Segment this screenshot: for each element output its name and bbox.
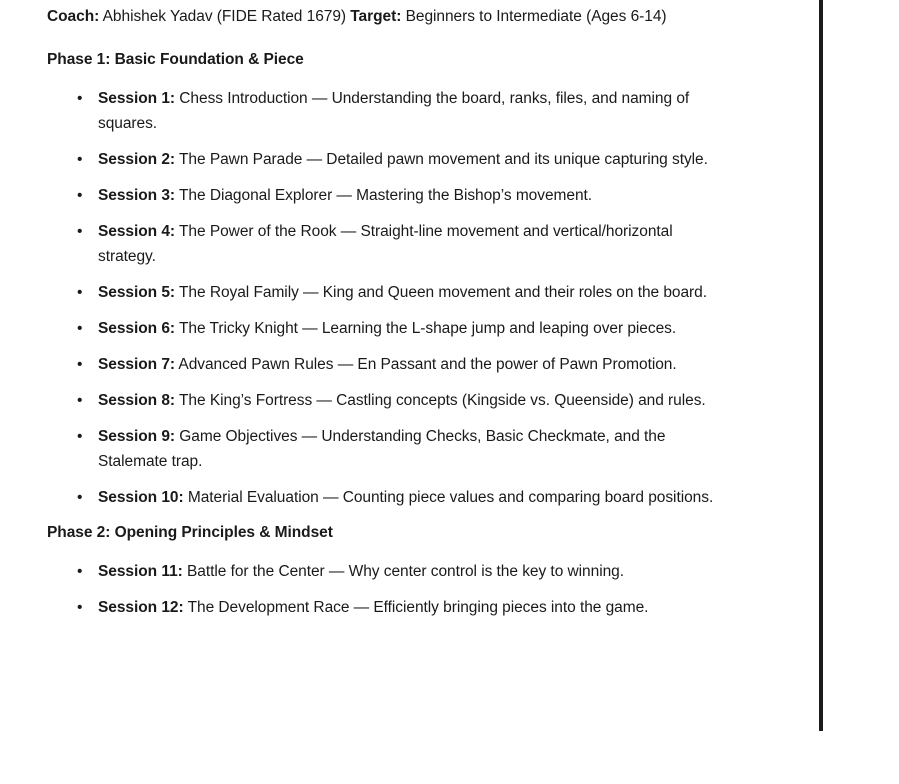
bullet-icon: •	[77, 563, 83, 580]
session-list-phase-2	[47, 559, 719, 620]
session-label: Session 1:	[98, 90, 176, 107]
session-label: Session 11:	[98, 563, 183, 580]
session-text: The Royal Family — King and Queen movement and their roles on the board.	[175, 284, 707, 301]
session-label: Session 2:	[98, 151, 176, 168]
session-label: Session 7:	[98, 356, 176, 373]
session-label: Session 8:	[98, 392, 176, 409]
session-text: Game Objectives — Understanding Checks, Basic Checkmate, and the Stalemate trap.	[98, 428, 666, 470]
session-text: The Development Race — Efficiently bringing pieces into the game.	[183, 599, 649, 616]
session-text: Battle for the Center — Why center control is the key to winning.	[182, 563, 624, 580]
list-item	[47, 280, 719, 305]
list-item	[47, 485, 719, 510]
session-label: Session 10:	[98, 489, 184, 506]
bullet-icon: •	[77, 223, 83, 240]
coach-label: Coach:	[47, 8, 100, 25]
course-meta-line	[47, 5, 719, 29]
target-label: Target:	[350, 8, 402, 25]
bullet-icon: •	[77, 599, 83, 616]
session-text: The King’s Fortress — Castling concepts (Kingside vs. Queenside) and rules.	[175, 392, 706, 409]
list-item	[47, 388, 719, 413]
bullet-icon: •	[77, 428, 83, 445]
session-label: Session 3:	[98, 187, 176, 204]
session-label: Session 9:	[98, 428, 176, 445]
list-item	[47, 147, 719, 172]
session-text: The Tricky Knight — Learning the L-shape jump and leaping over pieces.	[175, 320, 677, 337]
page-margin-rule	[819, 0, 823, 731]
target-value: Beginners to Intermediate (Ages 6-14)	[401, 8, 667, 25]
list-item	[47, 183, 719, 208]
phase-heading-1: Phase 1: Basic Foundation & Piece	[47, 51, 304, 68]
session-text: The Diagonal Explorer — Mastering the Bishop’s movement.	[175, 187, 593, 204]
bullet-icon: •	[77, 392, 83, 409]
session-list-phase-1	[47, 86, 719, 510]
session-text: Advanced Pawn Rules — En Passant and the power of Pawn Promotion.	[175, 356, 677, 373]
list-item	[47, 86, 719, 136]
bullet-icon: •	[77, 151, 83, 168]
bullet-icon: •	[77, 284, 83, 301]
session-label: Session 4:	[98, 223, 176, 240]
list-item	[47, 316, 719, 341]
session-text: Material Evaluation — Counting piece values and comparing board positions.	[183, 489, 714, 506]
session-label: Session 6:	[98, 320, 176, 337]
coach-value: Abhishek Yadav (FIDE Rated 1679)	[99, 8, 351, 25]
bullet-icon: •	[77, 320, 83, 337]
list-item	[47, 352, 719, 377]
bullet-icon: •	[77, 489, 83, 506]
document-body	[47, 5, 719, 631]
list-item	[47, 559, 719, 584]
phase-heading-2: Phase 2: Opening Principles & Mindset	[47, 524, 333, 541]
bullet-icon: •	[77, 356, 83, 373]
bullet-icon: •	[77, 187, 83, 204]
list-item	[47, 219, 719, 269]
session-text: Chess Introduction — Understanding the board, ranks, files, and naming of squares.	[98, 90, 690, 132]
session-label: Session 5:	[98, 284, 176, 301]
session-text: The Power of the Rook — Straight-line movement and vertical/horizontal strategy.	[98, 223, 673, 265]
session-text: The Pawn Parade — Detailed pawn movement and its unique capturing style.	[175, 151, 708, 168]
session-label: Session 12:	[98, 599, 184, 616]
bullet-icon: •	[77, 90, 83, 107]
list-item	[47, 595, 719, 620]
list-item	[47, 424, 719, 474]
